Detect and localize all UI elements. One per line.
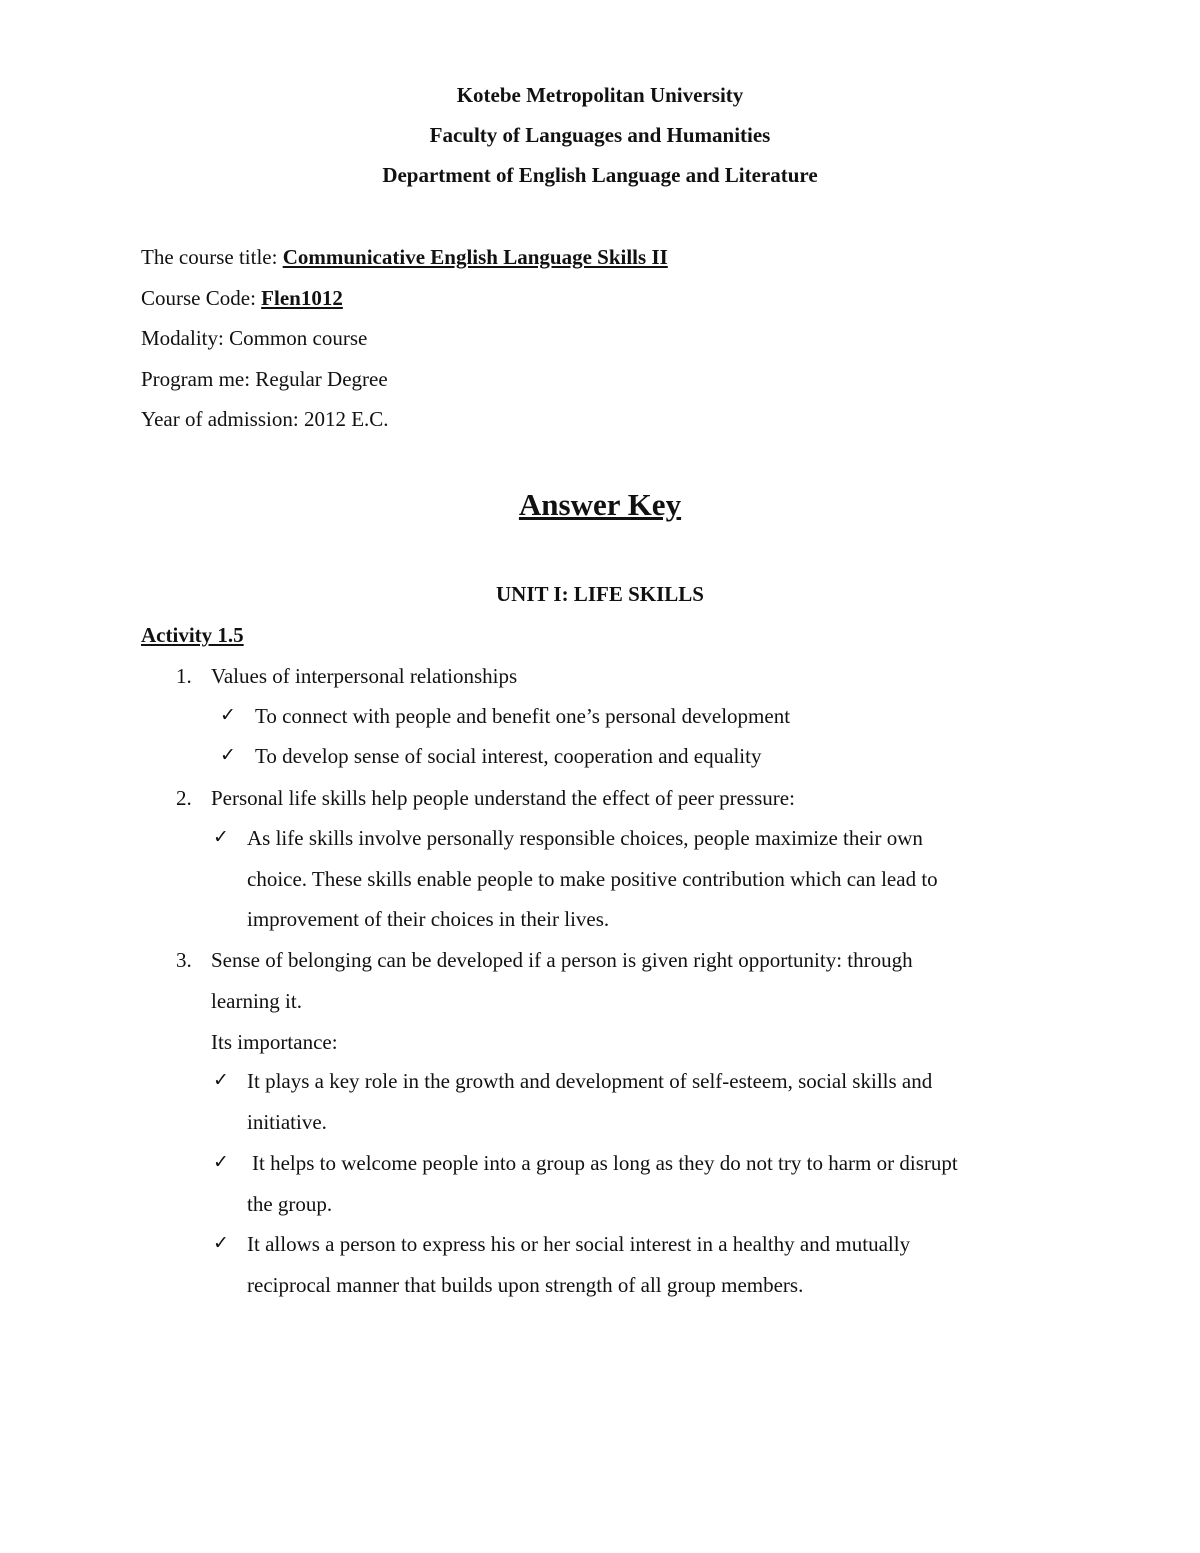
course-code-line (141, 285, 343, 311)
sub-item-text: To connect with people and benefit one’s personal development (255, 704, 791, 728)
check-icon: ✓ (213, 826, 229, 848)
sub-item-text: reciprocal manner that builds upon strength of all group members. (247, 1273, 804, 1297)
department-name: Department of English Language and Literature (382, 163, 818, 187)
programme-line: Program me: Regular Degree (141, 367, 388, 391)
university-name: Kotebe Metropolitan University (456, 83, 744, 107)
check-icon: ✓ (213, 1069, 229, 1091)
check-icon: ✓ (220, 744, 236, 766)
importance-label: Its importance: (211, 1030, 338, 1054)
sub-item-text: It allows a person to express his or her social interest in a healthy and mutually (247, 1232, 911, 1256)
activity-title: Activity 1.5 (141, 623, 244, 647)
modality-line: Modality: Common course (141, 326, 368, 350)
item-number: 2. (176, 786, 192, 810)
faculty-name: Faculty of Languages and Humanities (429, 123, 771, 147)
sub-item-text: the group. (247, 1192, 333, 1216)
list-item-text: Values of interpersonal relationships (211, 664, 518, 688)
answer-key-title: Answer Key (518, 487, 682, 522)
item-number: 1. (176, 664, 192, 688)
sub-item-text: choice. These skills enable people to make positive contribution which can lead to (247, 867, 938, 891)
course-code-value: Flen1012 (261, 286, 343, 310)
unit-title: UNIT I: LIFE SKILLS (496, 582, 704, 606)
course-title-line (141, 244, 668, 270)
course-title-label: The course title: (141, 245, 283, 269)
check-icon: ✓ (220, 704, 236, 726)
course-title-value: Communicative English Language Skills II (282, 245, 668, 269)
sub-item-text: improvement of their choices in their lives. (247, 907, 610, 931)
course-code-label: Course Code: (141, 286, 262, 310)
year-of-admission-line: Year of admission: 2012 E.C. (141, 407, 389, 431)
sub-item-text: As life skills involve personally responsible choices, people maximize their own (247, 826, 923, 850)
list-item-text: learning it. (211, 989, 302, 1013)
sub-item-text: It plays a key role in the growth and development of self-esteem, social skills and (247, 1069, 933, 1093)
sub-item-text: It helps to welcome people into a group as long as they do not try to harm or disrupt (252, 1151, 958, 1175)
check-icon: ✓ (213, 1232, 229, 1254)
check-icon: ✓ (213, 1151, 229, 1173)
item-number: 3. (176, 948, 192, 972)
sub-item-text: To develop sense of social interest, cooperation and equality (255, 744, 762, 768)
list-item-text: Personal life skills help people understand the effect of peer pressure: (211, 786, 795, 810)
sub-item-text: initiative. (247, 1110, 327, 1134)
list-item-text: Sense of belonging can be developed if a person is given right opportunity: through (211, 948, 913, 972)
